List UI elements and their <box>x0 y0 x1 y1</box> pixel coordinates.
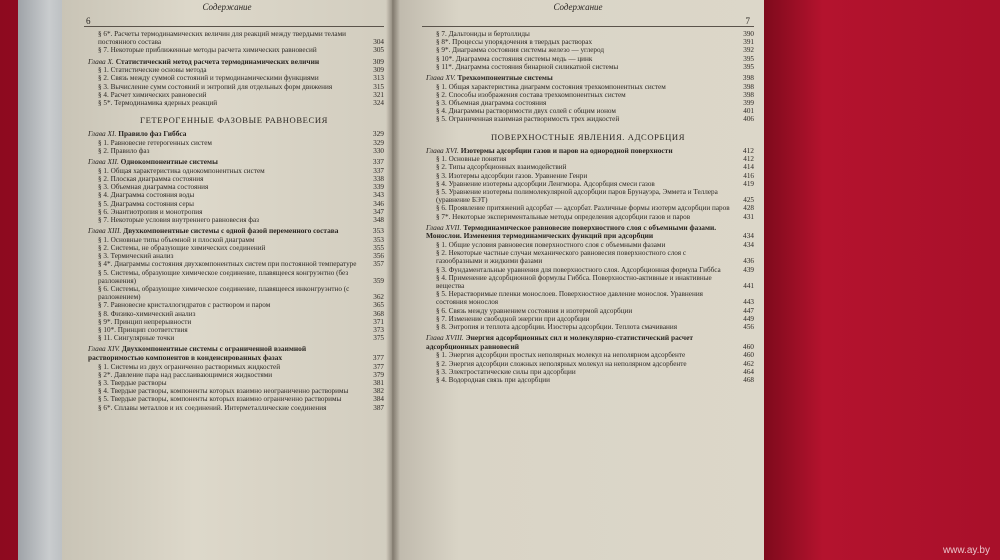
right-toc <box>422 30 754 384</box>
section-entry <box>422 368 754 376</box>
section-title: § 4. Уравнение изотермы адсорбции Ленгмюра. Адсорбция смеси газов <box>436 179 655 188</box>
page-ref: 324 <box>373 99 384 108</box>
section-title: § 7. Некоторые условия внутреннего равновесия фаз <box>98 216 259 225</box>
section-title: § 5. Диаграмма состояния серы <box>98 199 194 208</box>
section-entry <box>422 188 754 204</box>
section-entry <box>422 376 754 384</box>
section-entry <box>84 371 384 379</box>
section-title: § 5*. Термодинамика ядерных реакций <box>98 99 218 108</box>
chapter-entry <box>422 334 754 351</box>
section-title: § 5. Нерастворимые пленки монослоев. Поверхностное давление монослоя. Уравнения состояния монослоя <box>436 290 703 307</box>
chapter-entry <box>84 345 384 362</box>
section-entry <box>84 244 384 252</box>
section-title: § 1. Равновесие гетерогенных систем <box>98 138 212 147</box>
section-title: § 2. Связь между суммой состояний и термодинамическими функциями <box>98 74 319 83</box>
page-ref: 377 <box>372 353 384 363</box>
page-ref: 337 <box>372 157 384 167</box>
section-title: § 5. Твердые растворы, компоненты которых взаимно ограниченно растворимы <box>98 395 342 404</box>
section-title: § 7. Равновесие кристаллогидратов с раствором и паром <box>98 301 271 310</box>
right-page-header <box>392 2 764 26</box>
section-entry <box>422 83 754 91</box>
section-title: § 6. Энантиотропия и монотропия <box>98 207 203 216</box>
section-title: § 6. Проявление притяжений адсорбат — адсорбат. Различные формы изотерм адсорбции паров <box>436 204 730 213</box>
page-ref: 419 <box>743 179 754 188</box>
section-entry <box>422 266 754 274</box>
section-title: § 9*. Принцип непрерывности <box>98 317 192 326</box>
section-title: § 2. Энергия адсорбции сложных неполярных молекул на неполярном адсорбенте <box>436 359 687 368</box>
page-ref: 353 <box>372 226 384 236</box>
chapter-entry <box>84 158 384 167</box>
section-entry <box>84 183 384 191</box>
section-entry <box>422 213 754 221</box>
page-ref: 391 <box>743 38 754 47</box>
chapter-label: Глава XVII. <box>426 222 462 232</box>
section-title: § 2. Плоская диаграмма состояния <box>98 175 204 184</box>
chapter-title: Однокомпонентные системы <box>120 157 218 167</box>
page-ref: 382 <box>373 387 384 396</box>
section-entry <box>84 379 384 387</box>
page-ref: 337 <box>373 166 384 175</box>
left-page-header <box>62 2 392 26</box>
section-title: § 3. Термический анализ <box>98 252 174 261</box>
page-ref: 379 <box>373 370 384 379</box>
section-title: § 7. Дальтониды и бертоллиды <box>436 30 530 38</box>
page-ref: 353 <box>373 235 384 244</box>
section-entry <box>422 172 754 180</box>
section-entry <box>84 363 384 371</box>
section-entry <box>84 66 384 74</box>
page-ref: 384 <box>373 395 384 404</box>
section-entry <box>422 107 754 115</box>
page-ref: 392 <box>743 46 754 55</box>
section-title: § 4. Твердые растворы, компоненты которых взаимно неограниченно растворимы <box>98 387 349 396</box>
section-entry <box>422 315 754 323</box>
right-page <box>392 0 764 560</box>
page-ref: 460 <box>742 341 754 351</box>
page-ref: 313 <box>373 74 384 83</box>
book-gutter <box>386 0 400 560</box>
page-ref: 348 <box>373 216 384 225</box>
section-entry <box>422 204 754 212</box>
section-title: § 5. Системы, образующие химическое соединение, плавящееся конгруэнтно (без разложения) <box>98 268 349 285</box>
page-ref: 412 <box>742 145 754 155</box>
page-ref: 359 <box>373 276 384 285</box>
page-ref: 416 <box>743 171 754 180</box>
page-ref: 343 <box>373 191 384 200</box>
section-title: § 4. Водородная связь при адсорбции <box>436 376 550 385</box>
page-ref: 460 <box>743 351 754 360</box>
section-title: § 6*. Расчеты термодинамических величин для реакций между твердыми телами постоянного состава <box>98 30 346 47</box>
section-title: § 1. Статистические основы метода <box>98 66 207 75</box>
page-ref: 406 <box>743 115 754 124</box>
left-page-number: 6 <box>86 16 91 26</box>
chapter-label: Глава XI. <box>88 129 117 139</box>
page-ref: 373 <box>373 326 384 335</box>
page-ref: 356 <box>373 252 384 261</box>
chapter-label: Глава XIV. <box>88 344 120 354</box>
page-ref: 305 <box>373 46 384 55</box>
section-entry <box>422 163 754 171</box>
left-page <box>62 0 392 560</box>
section-title: § 10*. Диаграмма состояния системы медь — цинк <box>436 54 593 63</box>
page-ref: 309 <box>373 66 384 75</box>
page-ref: 377 <box>373 362 384 371</box>
watermark-text: www.ay.by <box>942 545 990 556</box>
section-title: § 3. Объемная диаграмма состояния <box>98 183 209 192</box>
section-entry <box>84 252 384 260</box>
page-ref: 368 <box>373 309 384 318</box>
section-entry <box>422 63 754 71</box>
page-ref: 468 <box>743 376 754 385</box>
section-title: § 4. Расчет химических равновесий <box>98 90 207 99</box>
chapter-title: Энергия адсорбционных сил и молекулярно-статистический расчет адсорбционных равновесий <box>426 333 693 351</box>
section-title: § 6. Связь между уравнением состояния и изотермой адсорбции <box>436 306 633 315</box>
section-title: § 7*. Некоторые экспериментальные методы определения адсорбции газов и паров <box>436 212 691 221</box>
section-title: § 4*. Диаграммы состояния двухкомпонентных систем при постоянной температуре <box>98 260 357 269</box>
page-ref: 439 <box>743 265 754 274</box>
page-ref: 390 <box>743 30 754 38</box>
section-entry <box>84 91 384 99</box>
section-title: § 11. Сингулярные точки <box>98 334 175 343</box>
page-ref: 399 <box>743 99 754 108</box>
page-ref: 395 <box>743 54 754 63</box>
page-ref: 428 <box>743 204 754 213</box>
page-ref: 346 <box>373 199 384 208</box>
page-ref: 321 <box>373 90 384 99</box>
section-title: § 7. Некоторые приближенные методы расчета химических равновесий <box>98 46 317 55</box>
chapter-label: Глава X. <box>88 56 114 66</box>
part-heading: ПОВЕРХНОСТНЫЕ ЯВЛЕНИЯ. АДСОРБЦИЯ <box>490 131 686 142</box>
page-ref: 431 <box>743 212 754 221</box>
chapter-entry <box>84 58 384 67</box>
page-ref: 330 <box>373 147 384 156</box>
section-entry <box>422 180 754 188</box>
section-title: § 1. Основные типы объемной и плоской диаграмм <box>98 235 255 244</box>
page-ref: 462 <box>743 359 754 368</box>
section-title: § 2. Некоторые частные случаи механического равновесия поверхностного слоя с газообразными и жидкими фазами <box>436 249 687 266</box>
chapter-label: Глава XII. <box>88 157 119 167</box>
section-entry <box>84 83 384 91</box>
chapter-title: Термодинамическое равновесие поверхностного слоя с объемными фазами. Монослои. Изменения термодинамических функций при адсорбции <box>426 222 717 241</box>
section-entry <box>84 334 384 342</box>
section-title: § 2. Системы, не образующие химических соединений <box>98 244 266 253</box>
left-header-rule <box>84 26 384 27</box>
page-ref: 434 <box>742 231 754 241</box>
section-entry <box>422 274 754 290</box>
section-title: § 5. Уравнение изотермы полимолекулярной адсорбции паров Брунауэра, Эммета и Теллера (уравнение БЭТ) <box>436 188 718 205</box>
section-entry <box>84 404 384 412</box>
page-ref: 387 <box>373 403 384 412</box>
section-entry <box>422 115 754 123</box>
page-ref: 449 <box>743 314 754 323</box>
section-entry <box>84 200 384 208</box>
section-entry <box>422 38 754 46</box>
section-entry <box>422 360 754 368</box>
section-title: § 7. Изменение свободной энергии при адсорбции <box>436 314 590 323</box>
section-entry <box>422 249 754 265</box>
page-ref: 371 <box>373 317 384 326</box>
chapter-label: Глава XV. <box>426 73 456 83</box>
section-entry <box>84 260 384 268</box>
section-title: § 2. Способы изображения состава трехкомпонентных систем <box>436 90 626 99</box>
chapter-label: Глава XIII. <box>88 226 122 236</box>
page-ref: 398 <box>742 73 754 83</box>
section-entry <box>422 241 754 249</box>
section-entry <box>422 30 754 38</box>
section-entry <box>84 46 384 54</box>
page-ref: 365 <box>373 301 384 310</box>
page-ref: 425 <box>743 196 754 205</box>
chapter-title: Трехкомпонентные системы <box>457 73 553 83</box>
section-title: § 1. Энергия адсорбции простых неполярных молекул на неполярном адсорбенте <box>436 351 686 360</box>
section-title: § 4. Применение адсорбционной формулы Гиббса. Поверхностно-активные и инактивные вещества <box>436 273 712 291</box>
page-ref: 339 <box>373 183 384 192</box>
page-ref: 414 <box>743 163 754 172</box>
section-title: § 2*. Давление пара над расслаивающимися жидкостями <box>98 370 273 379</box>
page-ref: 443 <box>743 298 754 307</box>
section-entry <box>84 191 384 199</box>
section-title: § 4. Диаграмма состояния воды <box>98 191 195 200</box>
section-entry <box>84 175 384 183</box>
page-ref: 434 <box>743 241 754 250</box>
section-entry <box>422 99 754 107</box>
section-entry <box>84 236 384 244</box>
section-entry <box>84 310 384 318</box>
page-ref: 375 <box>373 334 384 343</box>
chapter-label: Глава XVIII. <box>426 333 464 343</box>
page-ref: 436 <box>743 257 754 266</box>
section-title: § 3. Объемная диаграмма состояния <box>436 99 547 108</box>
page-ref: 329 <box>373 138 384 147</box>
chapter-entry <box>84 130 384 139</box>
page-ref: 329 <box>372 129 384 139</box>
section-title: § 8. Физико-химический анализ <box>98 309 196 318</box>
page-ref: 441 <box>743 282 754 291</box>
page-ref: 315 <box>373 82 384 91</box>
page-ref: 412 <box>743 155 754 164</box>
section-title: § 1. Общие условия равновесия поверхностного слоя с объемными фазами <box>436 241 666 250</box>
section-title: § 1. Общая характеристика однокомпонентных систем <box>98 166 265 175</box>
chapter-label: Глава XVI. <box>426 145 459 155</box>
section-title: § 3. Изотермы адсорбции газов. Уравнение Генри <box>436 171 588 180</box>
left-page-title: Содержание <box>202 2 252 12</box>
section-title: § 3. Твердые растворы <box>98 379 167 388</box>
section-entry <box>422 46 754 54</box>
section-entry <box>84 99 384 107</box>
section-entry <box>84 139 384 147</box>
section-title: § 2. Типы адсорбционных взаимодействий <box>436 163 567 172</box>
page-ref: 355 <box>373 244 384 253</box>
section-title: § 1. Основные понятия <box>436 155 507 164</box>
chapter-entry <box>422 147 754 156</box>
section-entry <box>84 318 384 326</box>
section-title: § 2. Правило фаз <box>98 147 150 156</box>
section-entry <box>84 395 384 403</box>
chapter-entry <box>422 224 754 241</box>
section-title: § 1. Системы из двух ограниченно растворимых жидкостей <box>98 362 281 371</box>
page-ref: 338 <box>373 175 384 184</box>
section-title: § 5. Ограниченная взаимная растворимость трех жидкостей <box>436 115 620 124</box>
page-ref: 401 <box>743 107 754 116</box>
section-entry <box>422 290 754 306</box>
section-title: § 6*. Сплавы металлов и их соединений. Интерметаллические соединения <box>98 403 327 412</box>
chapter-title: Изотермы адсорбции газов и паров на однородной поверхности <box>460 145 673 155</box>
section-entry <box>84 147 384 155</box>
section-entry <box>422 323 754 331</box>
page-ref: 347 <box>373 207 384 216</box>
section-entry <box>422 91 754 99</box>
right-page-number: 7 <box>745 16 750 26</box>
chapter-title: Правило фаз Гиббса <box>118 129 187 139</box>
section-title: § 1. Общая характеристика диаграмм состояния трехкомпонентных систем <box>436 82 666 91</box>
page-ref: 362 <box>373 293 384 302</box>
page-ref: 381 <box>373 379 384 388</box>
section-entry <box>84 208 384 216</box>
section-entry <box>84 30 384 46</box>
page-ref: 309 <box>372 56 384 66</box>
right-header-rule <box>422 26 754 27</box>
page-ref: 304 <box>373 38 384 47</box>
section-entry <box>84 269 384 285</box>
section-title: § 3. Фундаментальные уравнения для поверхностного слоя. Адсорбционная формула Гиббса <box>436 265 721 274</box>
section-entry <box>84 167 384 175</box>
section-entry <box>84 216 384 224</box>
section-entry <box>84 301 384 309</box>
section-title: § 6. Системы, образующие химическое соединение, плавящееся инконгруэнтно (с разложением) <box>98 285 350 302</box>
section-title: § 11*. Диаграмма состояния бинарной силикатной системы <box>436 62 619 71</box>
right-page-title: Содержание <box>553 2 603 12</box>
cover-right-edge <box>764 0 1000 560</box>
section-title: § 8. Энтропия и теплота адсорбции. Изостеры адсорбции. Теплота смачивания <box>436 323 678 332</box>
chapter-title: Двухкомпонентные системы с ограниченной взаимной растворимостью компонентов в конденсированных фазах <box>88 344 307 363</box>
section-entry <box>422 351 754 359</box>
page-ref: 357 <box>373 260 384 269</box>
section-title: § 3. Вычисление сумм состояний и энтропий для отдельных форм движения <box>98 82 333 91</box>
section-title: § 3. Электростатические силы при адсорбции <box>436 367 576 376</box>
left-toc <box>84 30 384 412</box>
chapter-title: Двухкомпонентные системы с одной фазой переменного состава <box>123 226 339 236</box>
section-title: § 9*. Диаграмма состояния системы железо — углерод <box>436 46 605 55</box>
section-title: § 10*. Принцип соответствия <box>98 326 188 335</box>
page-ref: 398 <box>743 82 754 91</box>
page-ref: 456 <box>743 323 754 332</box>
chapter-entry <box>84 227 384 236</box>
page-ref: 447 <box>743 306 754 315</box>
page-ref: 395 <box>743 62 754 71</box>
chapter-entry <box>422 74 754 83</box>
section-entry <box>84 326 384 334</box>
section-title: § 8*. Процессы упорядочения в твердых растворах <box>436 38 593 47</box>
section-entry <box>84 285 384 301</box>
section-title: § 4. Диаграммы растворимости двух солей с общим ионом <box>436 107 616 116</box>
section-entry <box>422 155 754 163</box>
section-entry <box>84 387 384 395</box>
section-entry <box>422 55 754 63</box>
part-heading: ГЕТЕРОГЕННЫЕ ФАЗОВЫЕ РАВНОВЕСИЯ <box>140 115 328 126</box>
section-entry <box>84 74 384 82</box>
section-entry <box>422 307 754 315</box>
page-ref: 398 <box>743 90 754 99</box>
chapter-title: Статистический метод расчета термодинамических величин <box>115 56 320 66</box>
page-ref: 464 <box>743 367 754 376</box>
